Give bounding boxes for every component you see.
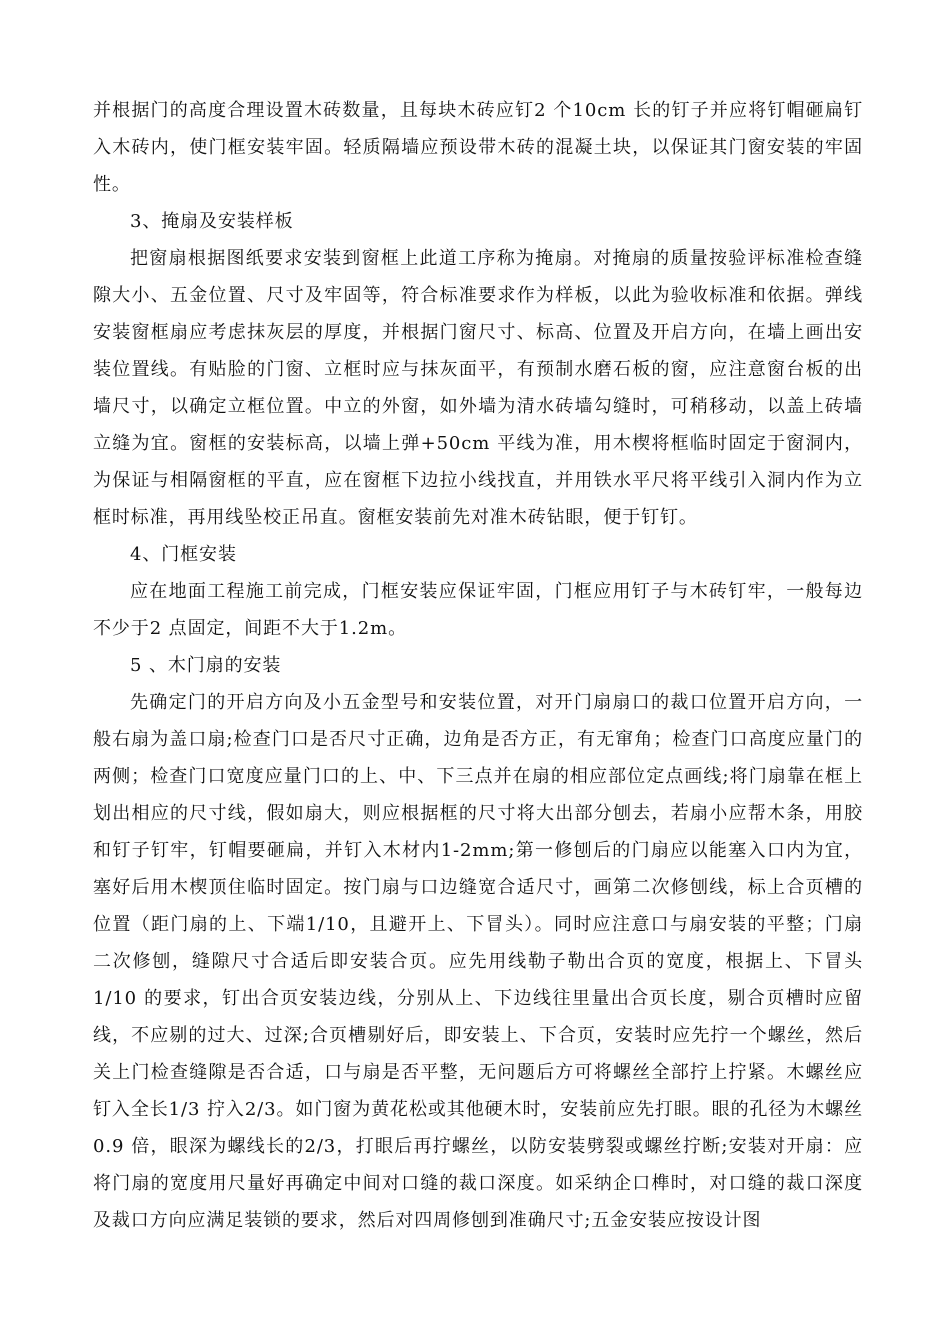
- document-body: [93, 92, 863, 1239]
- paragraph-door-frame: 应在地面工程施工前完成，门框安装应保证牢固，门框应用钉子与木砖钉牢，一般每边不少于2 点固定，间距不大于1.2m。: [93, 581, 863, 639]
- section-heading-5: 5 、木门扇的安装: [130, 655, 282, 676]
- paragraph-sash-fitting: 把窗扇根据图纸要求安装到窗框上此道工序称为掩扇。对掩扇的质量按验评标准检查缝隙大小、五金位置、尺寸及牢固等，符合标准要求作为样板，以此为验收标准和依据。弹线安装窗框扇应考虑抹灰层的厚度，并根据门窗尺寸、标高、位置及开启方向，在墙上画出安装位置线。有贴脸的门窗、立框时应与抹灰面平，有预制水磨石板的窗，应注意窗台板的出墙尺寸，以确定立框位置。中立的外窗，如外墙为清水砖墙勾缝时，可稍移动，以盖上砖墙立缝为宜。窗框的安装标高，以墙上弹+50cm 平线为准，用木楔将框临时固定于窗洞内，为保证与相隔窗框的平直，应在窗框下边拉小线找直，并用铁水平尺将平线引入洞内作为立框时标准，再用线坠校正吊直。窗框安装前先对准木砖钻眼，便于钉钉。: [93, 248, 863, 528]
- section-heading-4: 4、门框安装: [130, 544, 237, 565]
- paragraph-door-leaf: 先确定门的开启方向及小五金型号和安装位置，对开门扇扇口的裁口位置开启方向，一般右扇为盖口扇;检查门口是否尺寸正确，边角是否方正，有无窜角；检查门口高度应量门的两侧；检查门口宽度应量门口的上、中、下三点并在扇的相应部位定点画线;将门扇靠在框上划出相应的尺寸线，假如扇大，则应根据框的尺寸将大出部分刨去，若扇小应帮木条，用胶和钉子钉牢，钉帽要砸扁，并钉入木材内1-2mm;第一修刨后的门扇应以能塞入口内为宜，塞好后用木楔顶住临时固定。按门扇与口边缝宽合适尺寸，画第二次修刨线，标上合页槽的位置（距门扇的上、下端1/10，且避开上、下冒头）。同时应注意口与扇安装的平整；门扇二次修刨，缝隙尺寸合适后即安装合页。应先用线勒子勒出合页的宽度，根据上、下冒头1/10 的要求，钉出合页安装边线，分别从上、下边线往里量出合页长度，剔合页槽时应留线，不应剔的过大、过深;合页槽剔好后，即安装上、下合页，安装时应先拧一个螺丝，然后关上门检查缝隙是否合适，口与扇是否平整，无问题后方可将螺丝全部拧上拧紧。木螺丝应钉入全长1/3 拧入2/3。如门窗为黄花松或其他硬木时，安装前应先打眼。眼的孔径为木螺丝0.9 倍，眼深为螺线长的2/3，打眼后再拧螺丝，以防安装劈裂或螺丝拧断;安装对开扇：应将门扇的宽度用尺量好再确定中间对口缝的裁口深度。如采纳企口榫时，对口缝的裁口深度及裁口方向应满足装锁的要求，然后对四周修刨到准确尺寸;五金安装应按设计图: [93, 692, 863, 1231]
- paragraph-continuation: 并根据门的高度合理设置木砖数量，且每块木砖应钉2 个10cm 长的钉子并应将钉帽砸扁钉入木砖内，使门框安装牢固。轻质隔墙应预设带木砖的混凝土块，以保证其门窗安装的牢固性。: [93, 100, 863, 195]
- section-heading-3: 3、掩扇及安装样板: [130, 211, 294, 232]
